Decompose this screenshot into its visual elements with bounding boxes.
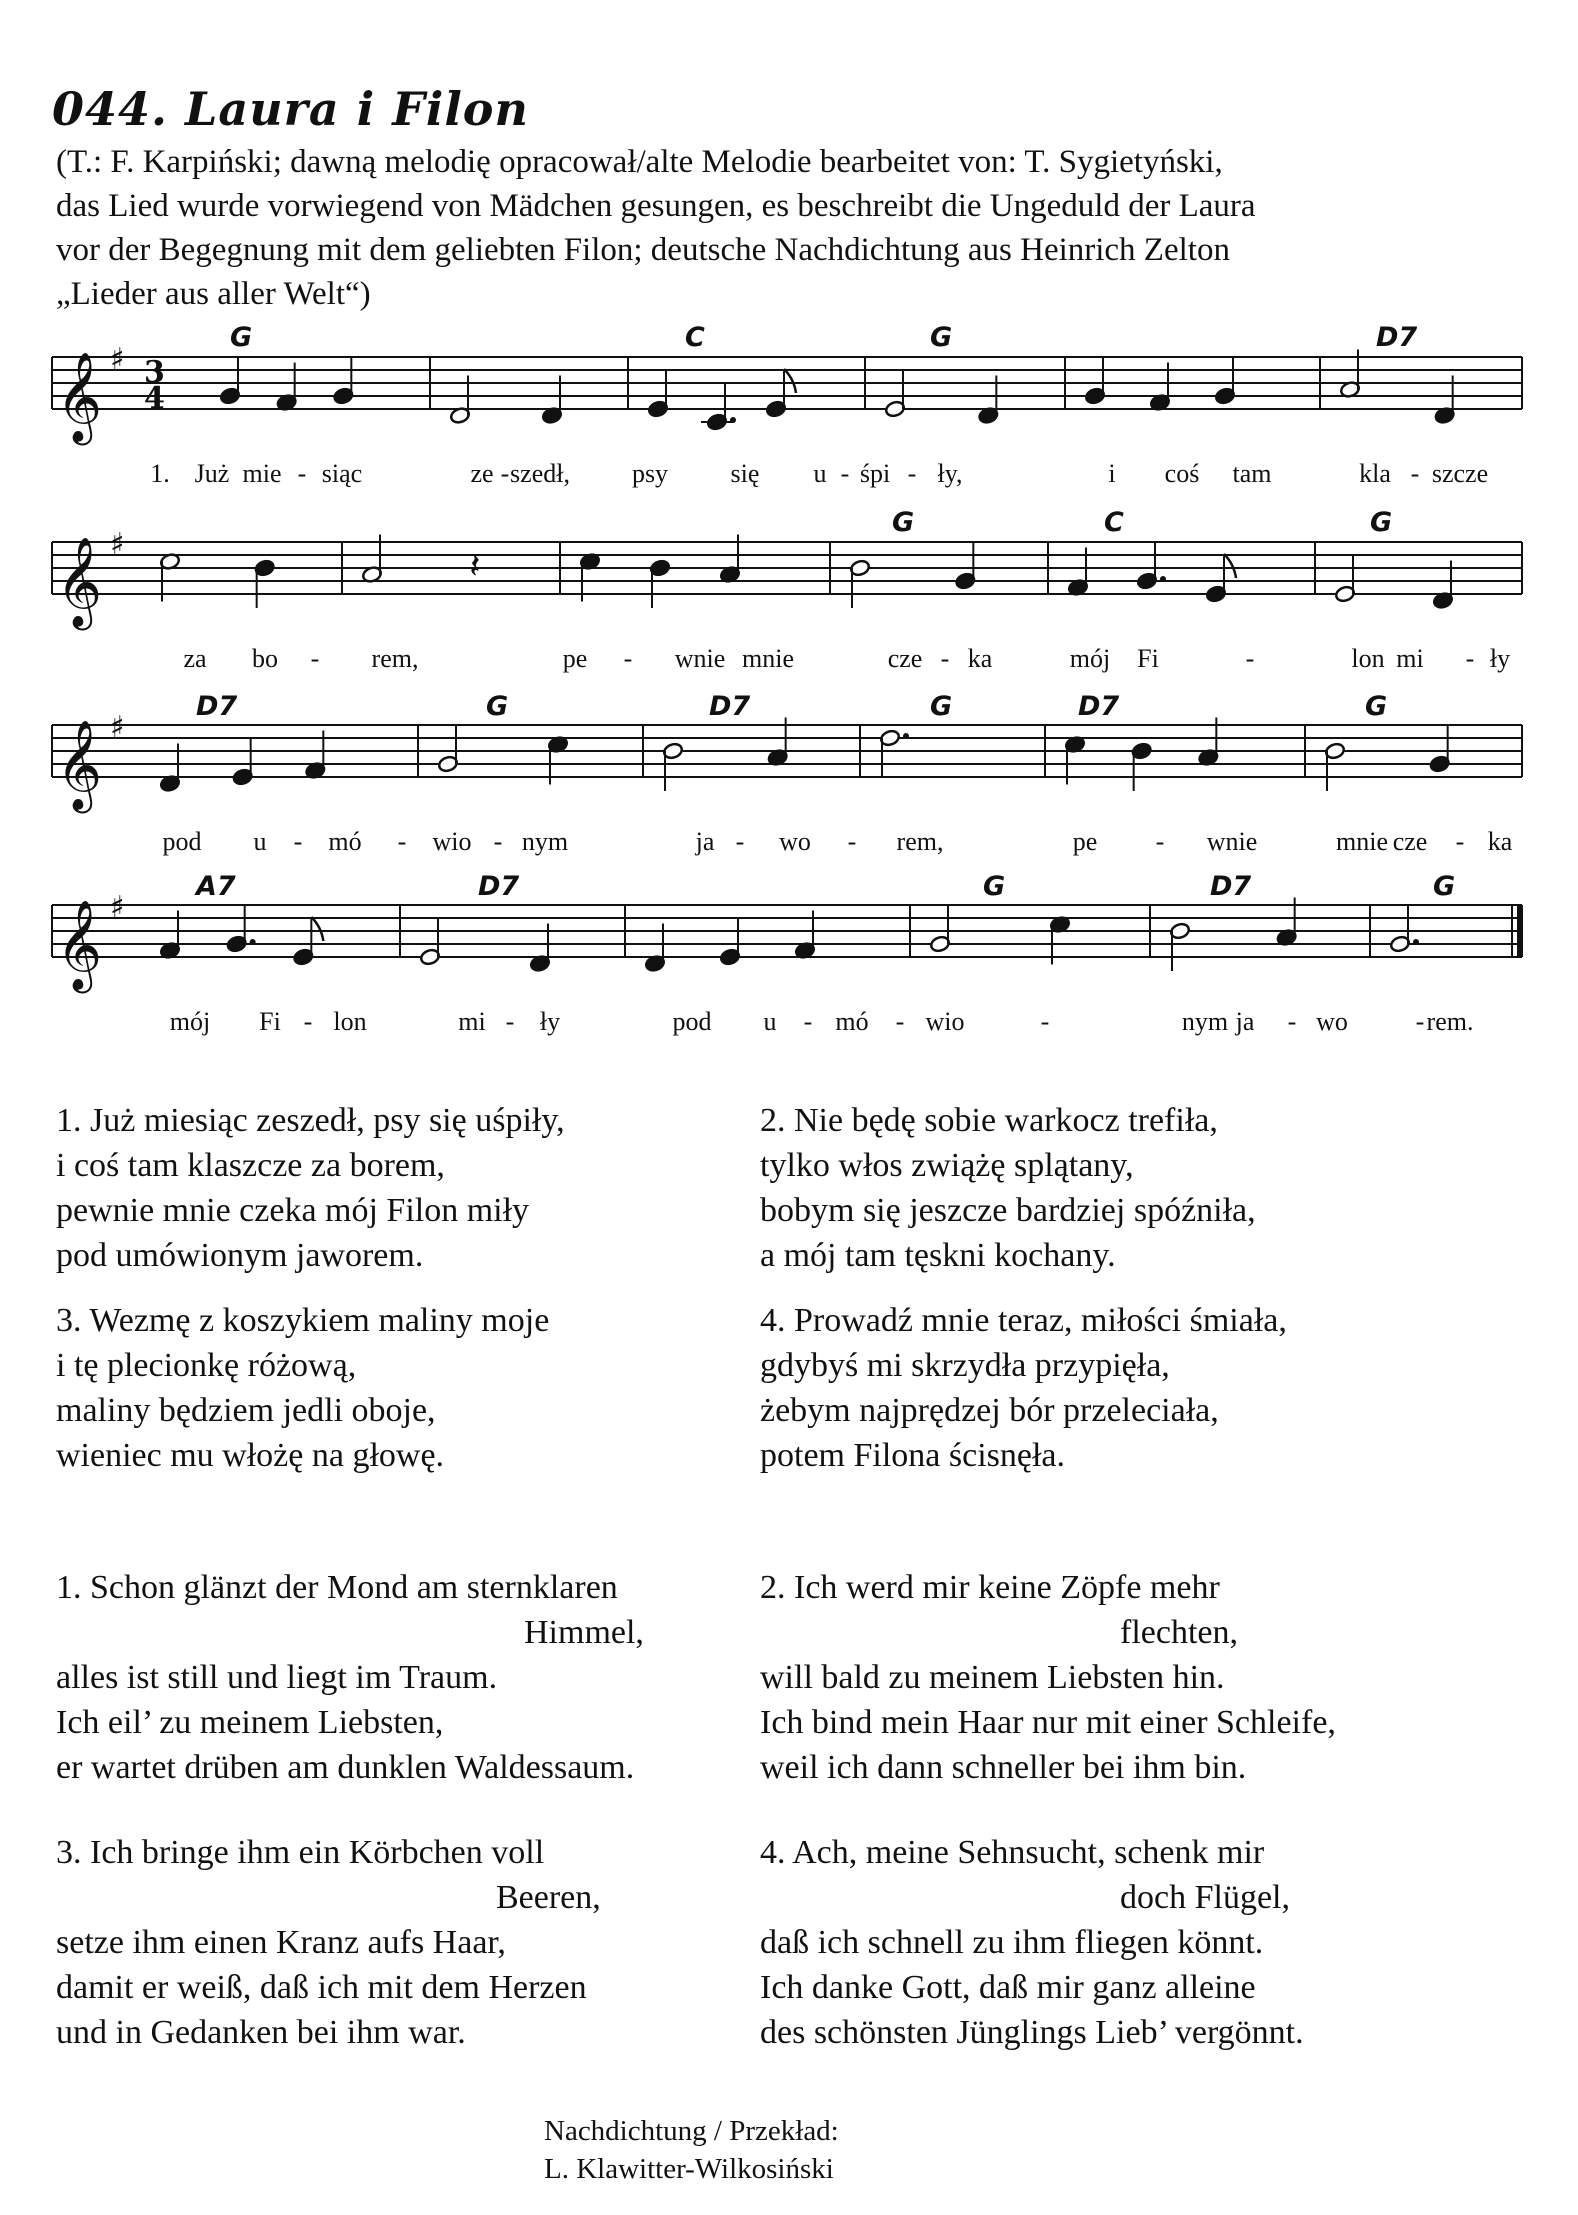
lyric-syllable: mi: [458, 1007, 486, 1036]
treble-clef-icon: 𝄞: [56, 900, 103, 990]
verse-line: 1. Już miesiąc zeszedł, psy się uśpiły,: [56, 1102, 565, 1139]
chord-symbol: G: [1365, 691, 1388, 722]
lyric-syllable: bo: [252, 644, 278, 673]
note-flag: [784, 369, 796, 393]
lyric-syllable: mi: [1396, 644, 1424, 673]
key-signature-sharp-icon: ♯: [110, 710, 125, 745]
song-title: 044. Laura i Filon: [52, 82, 529, 136]
lyric-syllable: -: [1040, 1007, 1050, 1036]
lyric-syllable: -: [940, 644, 950, 673]
lyric-syllable: u: [253, 827, 267, 856]
chord-symbol: G: [1370, 507, 1393, 538]
verse-line: i tę plecionkę różową,: [56, 1347, 357, 1384]
verse-line: bobym się jeszcze bardziej spóźniła,: [760, 1192, 1256, 1229]
lyric-syllable: -: [505, 1007, 515, 1036]
lyric-syllable: wio: [925, 1007, 965, 1036]
lyric-syllable: mnie: [742, 644, 794, 673]
lyric-syllable: -: [297, 459, 307, 488]
chord-symbol: G: [983, 871, 1006, 902]
lyric-syllable: -: [1415, 1007, 1425, 1036]
verse-line: Ich eil’ zu meinem Liebsten,: [56, 1704, 444, 1741]
lyric-syllable: szedł,: [510, 459, 570, 488]
polish-verse-2: [760, 1098, 1256, 1278]
chord-symbol: A7: [196, 871, 236, 902]
verse-line: maliny będziem jedli oboje,: [56, 1392, 436, 1429]
lyric-syllable: pe: [562, 644, 588, 673]
verse-line: 4. Ach, meine Sehnsucht, schenk mir: [760, 1834, 1265, 1871]
lyric-syllable: rem,: [371, 644, 419, 673]
german-verse-3: [56, 1830, 601, 2055]
note-flag: [1224, 554, 1236, 578]
lyric-syllable: -: [907, 459, 917, 488]
verse-line: und in Gedanken bei ihm war.: [56, 2014, 466, 2051]
lyric-syllable: Fi: [259, 1007, 281, 1036]
lyric-syllable: -: [1465, 644, 1475, 673]
chord-symbol: D7: [196, 691, 238, 722]
lyric-syllable: pod: [162, 827, 202, 856]
intro-line: das Lied wurde vorwiegend von Mädchen gesungen, es beschreibt die Ungeduld der Laura: [56, 188, 1256, 224]
verse-line: 2. Ich werd mir keine Zöpfe mehr: [760, 1569, 1220, 1606]
staff-system: [52, 322, 1522, 488]
verse-line: des schönsten Jünglings Lieb’ vergönnt.: [760, 2014, 1304, 2051]
chord-symbol: G: [486, 691, 509, 722]
lyric-syllable: mój: [169, 1007, 211, 1036]
german-verse-4: [760, 1830, 1304, 2055]
lyric-syllable: -: [803, 1007, 813, 1036]
lyric-syllable: ja: [1235, 1007, 1255, 1036]
intro-line: vor der Begegnung mit dem geliebten Filon; deutsche Nachdichtung aus Heinrich Zelton: [56, 232, 1230, 268]
lyric-syllable: rem,: [896, 827, 944, 856]
verse-line: alles ist still und liegt im Traum.: [56, 1659, 498, 1696]
verse-line: will bald zu meinem Liebsten hin.: [760, 1659, 1225, 1696]
lyric-syllable: śpi: [859, 459, 891, 488]
lyric-syllable: -: [310, 644, 320, 673]
polish-verse-4: [760, 1298, 1287, 1478]
lyric-syllable: -: [397, 827, 407, 856]
lyric-syllable: mie: [242, 459, 282, 488]
lyric-syllable: lon: [333, 1007, 367, 1036]
lyric-syllable: -: [500, 459, 510, 488]
lyric-syllable: za: [183, 644, 207, 673]
lyric-syllable: rem.: [1426, 1007, 1474, 1036]
lyric-syllable: pod: [672, 1007, 712, 1036]
verse-line: potem Filona ścisnęła.: [760, 1437, 1066, 1474]
lyric-syllable: -: [1410, 459, 1420, 488]
german-verse-2: [760, 1565, 1336, 1790]
verse-line: er wartet drüben am dunklen Waldessaum.: [56, 1749, 635, 1786]
lyric-syllable: -: [493, 827, 503, 856]
verse-line: żebym najprędzej bór przeleciała,: [760, 1392, 1219, 1429]
verse-line: i coś tam klaszcze za borem,: [56, 1147, 445, 1184]
chord-symbol: C: [1104, 507, 1124, 538]
verse-line: 4. Prowadź mnie teraz, miłości śmiała,: [760, 1302, 1287, 1339]
note-flag: [311, 917, 323, 941]
note-dot: [250, 939, 256, 945]
polish-verse-3: [56, 1298, 549, 1478]
chord-symbol: G: [1433, 871, 1456, 902]
lyric-syllable: wnie: [1206, 827, 1258, 856]
time-signature-bottom: 4: [144, 381, 165, 416]
polish-verse-1: [56, 1098, 565, 1278]
translation-credit: [544, 2112, 839, 2188]
lyric-syllable: -: [847, 827, 857, 856]
lyric-syllable: siąc: [321, 459, 363, 488]
lyric-syllable: ka: [967, 644, 993, 673]
verse-line: damit er weiß, daß ich mit dem Herzen: [56, 1969, 587, 2006]
verse-line: Himmel,: [524, 1614, 644, 1651]
lyric-syllable: szcze: [1431, 459, 1489, 488]
chord-symbol: G: [892, 507, 915, 538]
lyric-syllable: u: [813, 459, 827, 488]
staff-system: [52, 507, 1522, 673]
intro-line: (T.: F. Karpiński; dawną melodię opracował/alte Melodie bearbeitet von: T. Sygietyński,: [56, 144, 1223, 180]
verse-line: Ich bind mein Haar nur mit einer Schleife,: [760, 1704, 1336, 1741]
lyric-syllable: coś: [1164, 459, 1200, 488]
lyric-syllable: tam: [1232, 459, 1272, 488]
lyric-syllable: ły: [539, 1007, 561, 1036]
verse-line: tylko włos zwiążę splątany,: [760, 1147, 1134, 1184]
verse-line: gdybyś mi skrzydła przypięła,: [760, 1347, 1170, 1384]
quarter-rest-icon: 𝄽: [469, 546, 481, 587]
intro-line: „Lieder aus aller Welt“): [56, 276, 371, 312]
music-score: [0, 0, 1578, 1060]
verse-line: 2. Nie będę sobie warkocz trefiła,: [760, 1102, 1218, 1139]
key-signature-sharp-icon: ♯: [110, 527, 125, 562]
lyric-syllable: Już: [194, 459, 230, 488]
verse-line: pod umówionym jaworem.: [56, 1237, 424, 1274]
lyric-syllable: -: [840, 459, 850, 488]
note-dot: [1413, 939, 1419, 945]
verse-line: weil ich dann schneller bei ihm bin.: [760, 1749, 1247, 1786]
note-dot: [903, 733, 909, 739]
chord-symbol: D7: [1376, 322, 1418, 353]
key-signature-sharp-icon: ♯: [110, 342, 125, 377]
chord-symbol: D7: [478, 871, 520, 902]
chord-symbol: C: [685, 322, 705, 353]
lyric-syllable: lon: [1351, 644, 1385, 673]
lyric-syllable: mój: [1069, 644, 1111, 673]
verse-line: setze ihm einen Kranz aufs Haar,: [56, 1924, 506, 1961]
lyric-syllable: -: [1455, 827, 1465, 856]
verse-line: wieniec mu włożę na głowę.: [56, 1437, 445, 1474]
lyric-syllable: -: [623, 644, 633, 673]
chord-symbol: D7: [1210, 871, 1252, 902]
note-dot: [1160, 576, 1166, 582]
verse-line: a mój tam tęskni kochany.: [760, 1237, 1116, 1274]
verse-line: pewnie mnie czeka mój Filon miły: [56, 1192, 530, 1229]
lyric-syllable: -: [1287, 1007, 1297, 1036]
lyric-syllable: -: [895, 1007, 905, 1036]
verse-line: doch Flügel,: [1120, 1879, 1290, 1916]
lyric-syllable: mó: [835, 1007, 869, 1036]
lyric-syllable: Fi: [1137, 644, 1159, 673]
lyric-syllable: ka: [1487, 827, 1513, 856]
chord-symbol: D7: [709, 691, 751, 722]
lyric-syllable: kla: [1359, 459, 1391, 488]
lyric-syllable: wo: [1316, 1007, 1348, 1036]
lyric-syllable: psy: [631, 459, 669, 488]
chord-symbol: D7: [1078, 691, 1120, 722]
verse-line: daß ich schnell zu ihm fliegen könnt.: [760, 1924, 1264, 1961]
chord-symbol: G: [930, 322, 953, 353]
german-verse-1: [56, 1565, 644, 1790]
chord-symbol: G: [230, 322, 253, 353]
verse-line: Ich danke Gott, daß mir ganz alleine: [760, 1969, 1256, 2006]
lyric-syllable: wo: [779, 827, 811, 856]
lyric-syllable: -: [1155, 827, 1165, 856]
lyric-syllable: u: [763, 1007, 777, 1036]
lyric-syllable: -: [303, 1007, 313, 1036]
verse-line: 3. Wezmę z koszykiem maliny moje: [56, 1302, 550, 1339]
verse-line: 1. Schon glänzt der Mond am sternklaren: [56, 1569, 618, 1606]
time-signature-top: 3: [144, 355, 165, 390]
staff-system: [52, 691, 1522, 856]
lyric-syllable: nym: [521, 827, 569, 856]
lyric-syllable: cze: [887, 644, 923, 673]
lyric-syllable: ły: [1489, 644, 1511, 673]
staff-system: [52, 871, 1522, 1036]
treble-clef-icon: 𝄞: [56, 537, 103, 627]
lyric-syllable: ze: [470, 459, 494, 488]
verse-line: Beeren,: [496, 1879, 601, 1916]
lyric-syllable: cze: [1392, 827, 1428, 856]
lyric-syllable: -: [293, 827, 303, 856]
lyric-syllable: nym: [1181, 1007, 1229, 1036]
lyric-syllable: mnie: [1336, 827, 1388, 856]
lyric-syllable: się: [730, 459, 760, 488]
credit-line: Nachdichtung / Przekład:: [544, 2115, 839, 2147]
lyric-syllable: wnie: [674, 644, 726, 673]
lyric-syllable: -: [735, 827, 745, 856]
verse-line: 3. Ich bringe ihm ein Körbchen voll: [56, 1834, 545, 1871]
lyric-syllable: 1.: [150, 459, 170, 488]
lyric-syllable: mó: [328, 827, 362, 856]
credit-line: L. Klawitter-Wilkosiński: [544, 2153, 834, 2185]
lyric-syllable: i: [1108, 459, 1116, 488]
lyric-syllable: wio: [432, 827, 472, 856]
lyric-syllable: ły,: [937, 459, 963, 488]
key-signature-sharp-icon: ♯: [110, 890, 125, 925]
lyric-syllable: -: [1245, 644, 1255, 673]
chord-symbol: G: [930, 691, 953, 722]
lyric-syllable: ja: [695, 827, 715, 856]
note-dot: [730, 417, 736, 423]
lyric-syllable: pe: [1072, 827, 1098, 856]
verse-line: flechten,: [1120, 1614, 1238, 1651]
treble-clef-icon: 𝄞: [56, 720, 103, 810]
treble-clef-icon: 𝄞: [56, 352, 103, 442]
